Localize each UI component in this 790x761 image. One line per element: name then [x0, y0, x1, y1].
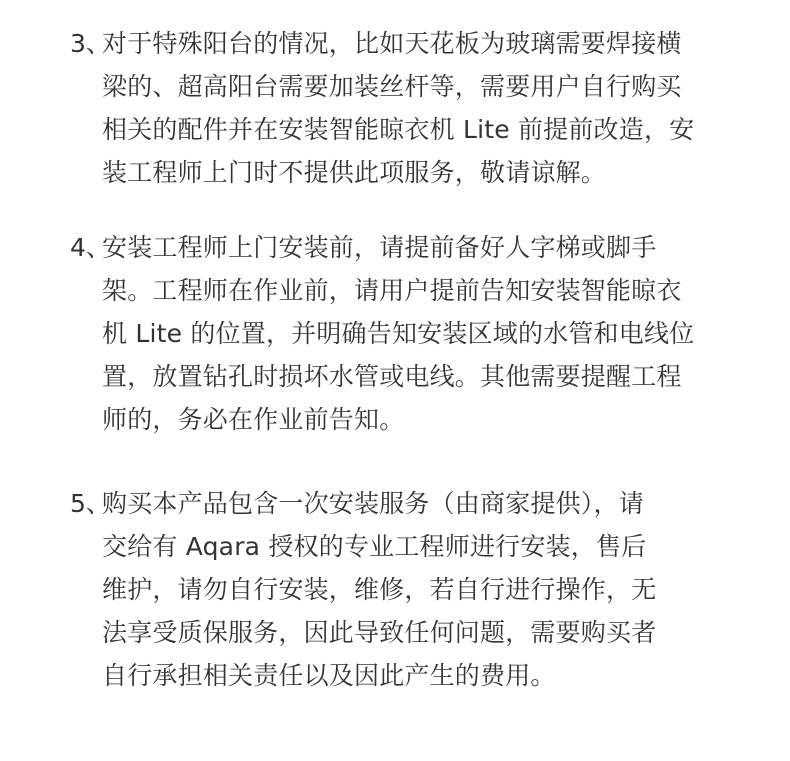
note-number: 5、 [70, 489, 111, 518]
note-line: 梁的、超高阳台需要加装丝杆等，需要用户自行购买 [102, 72, 682, 101]
note-5 [70, 482, 730, 697]
note-line: 维护，请勿自行安装，维修，若自行进行操作，无 [102, 575, 657, 604]
note-3 [70, 22, 730, 194]
note-number: 4、 [70, 233, 111, 262]
note-line: 法享受质保服务，因此导致任何问题，需要购买者 [102, 618, 657, 647]
note-line: 购买本产品包含一次安装服务（由商家提供），请 [102, 489, 644, 518]
note-line: 置，放置钻孔时损坏水管或电线。其他需要提醒工程 [102, 362, 682, 391]
note-line: 机 Lite 的位置，并明确告知安装区域的水管和电线位 [102, 319, 695, 348]
note-line: 安装工程师上门安装前，请提前备好人字梯或脚手 [102, 233, 657, 262]
note-4 [70, 226, 730, 441]
note-line: 师的，务必在作业前告知。 [102, 405, 405, 434]
note-line: 交给有 Aqara 授权的专业工程师进行安装，售后 [102, 532, 647, 561]
note-line: 对于特殊阳台的情况，比如天花板为玻璃需要焊接横 [102, 29, 682, 58]
note-line: 架。工程师在作业前，请用户提前告知安装智能晾衣 [102, 276, 682, 305]
note-line: 相关的配件并在安装智能晾衣机 Lite 前提前改造，安 [102, 115, 695, 144]
note-line: 自行承担相关责任以及因此产生的费用。 [102, 661, 556, 690]
note-line: 装工程师上门时不提供此项服务，敬请谅解。 [102, 158, 607, 187]
note-number: 3、 [70, 29, 111, 58]
